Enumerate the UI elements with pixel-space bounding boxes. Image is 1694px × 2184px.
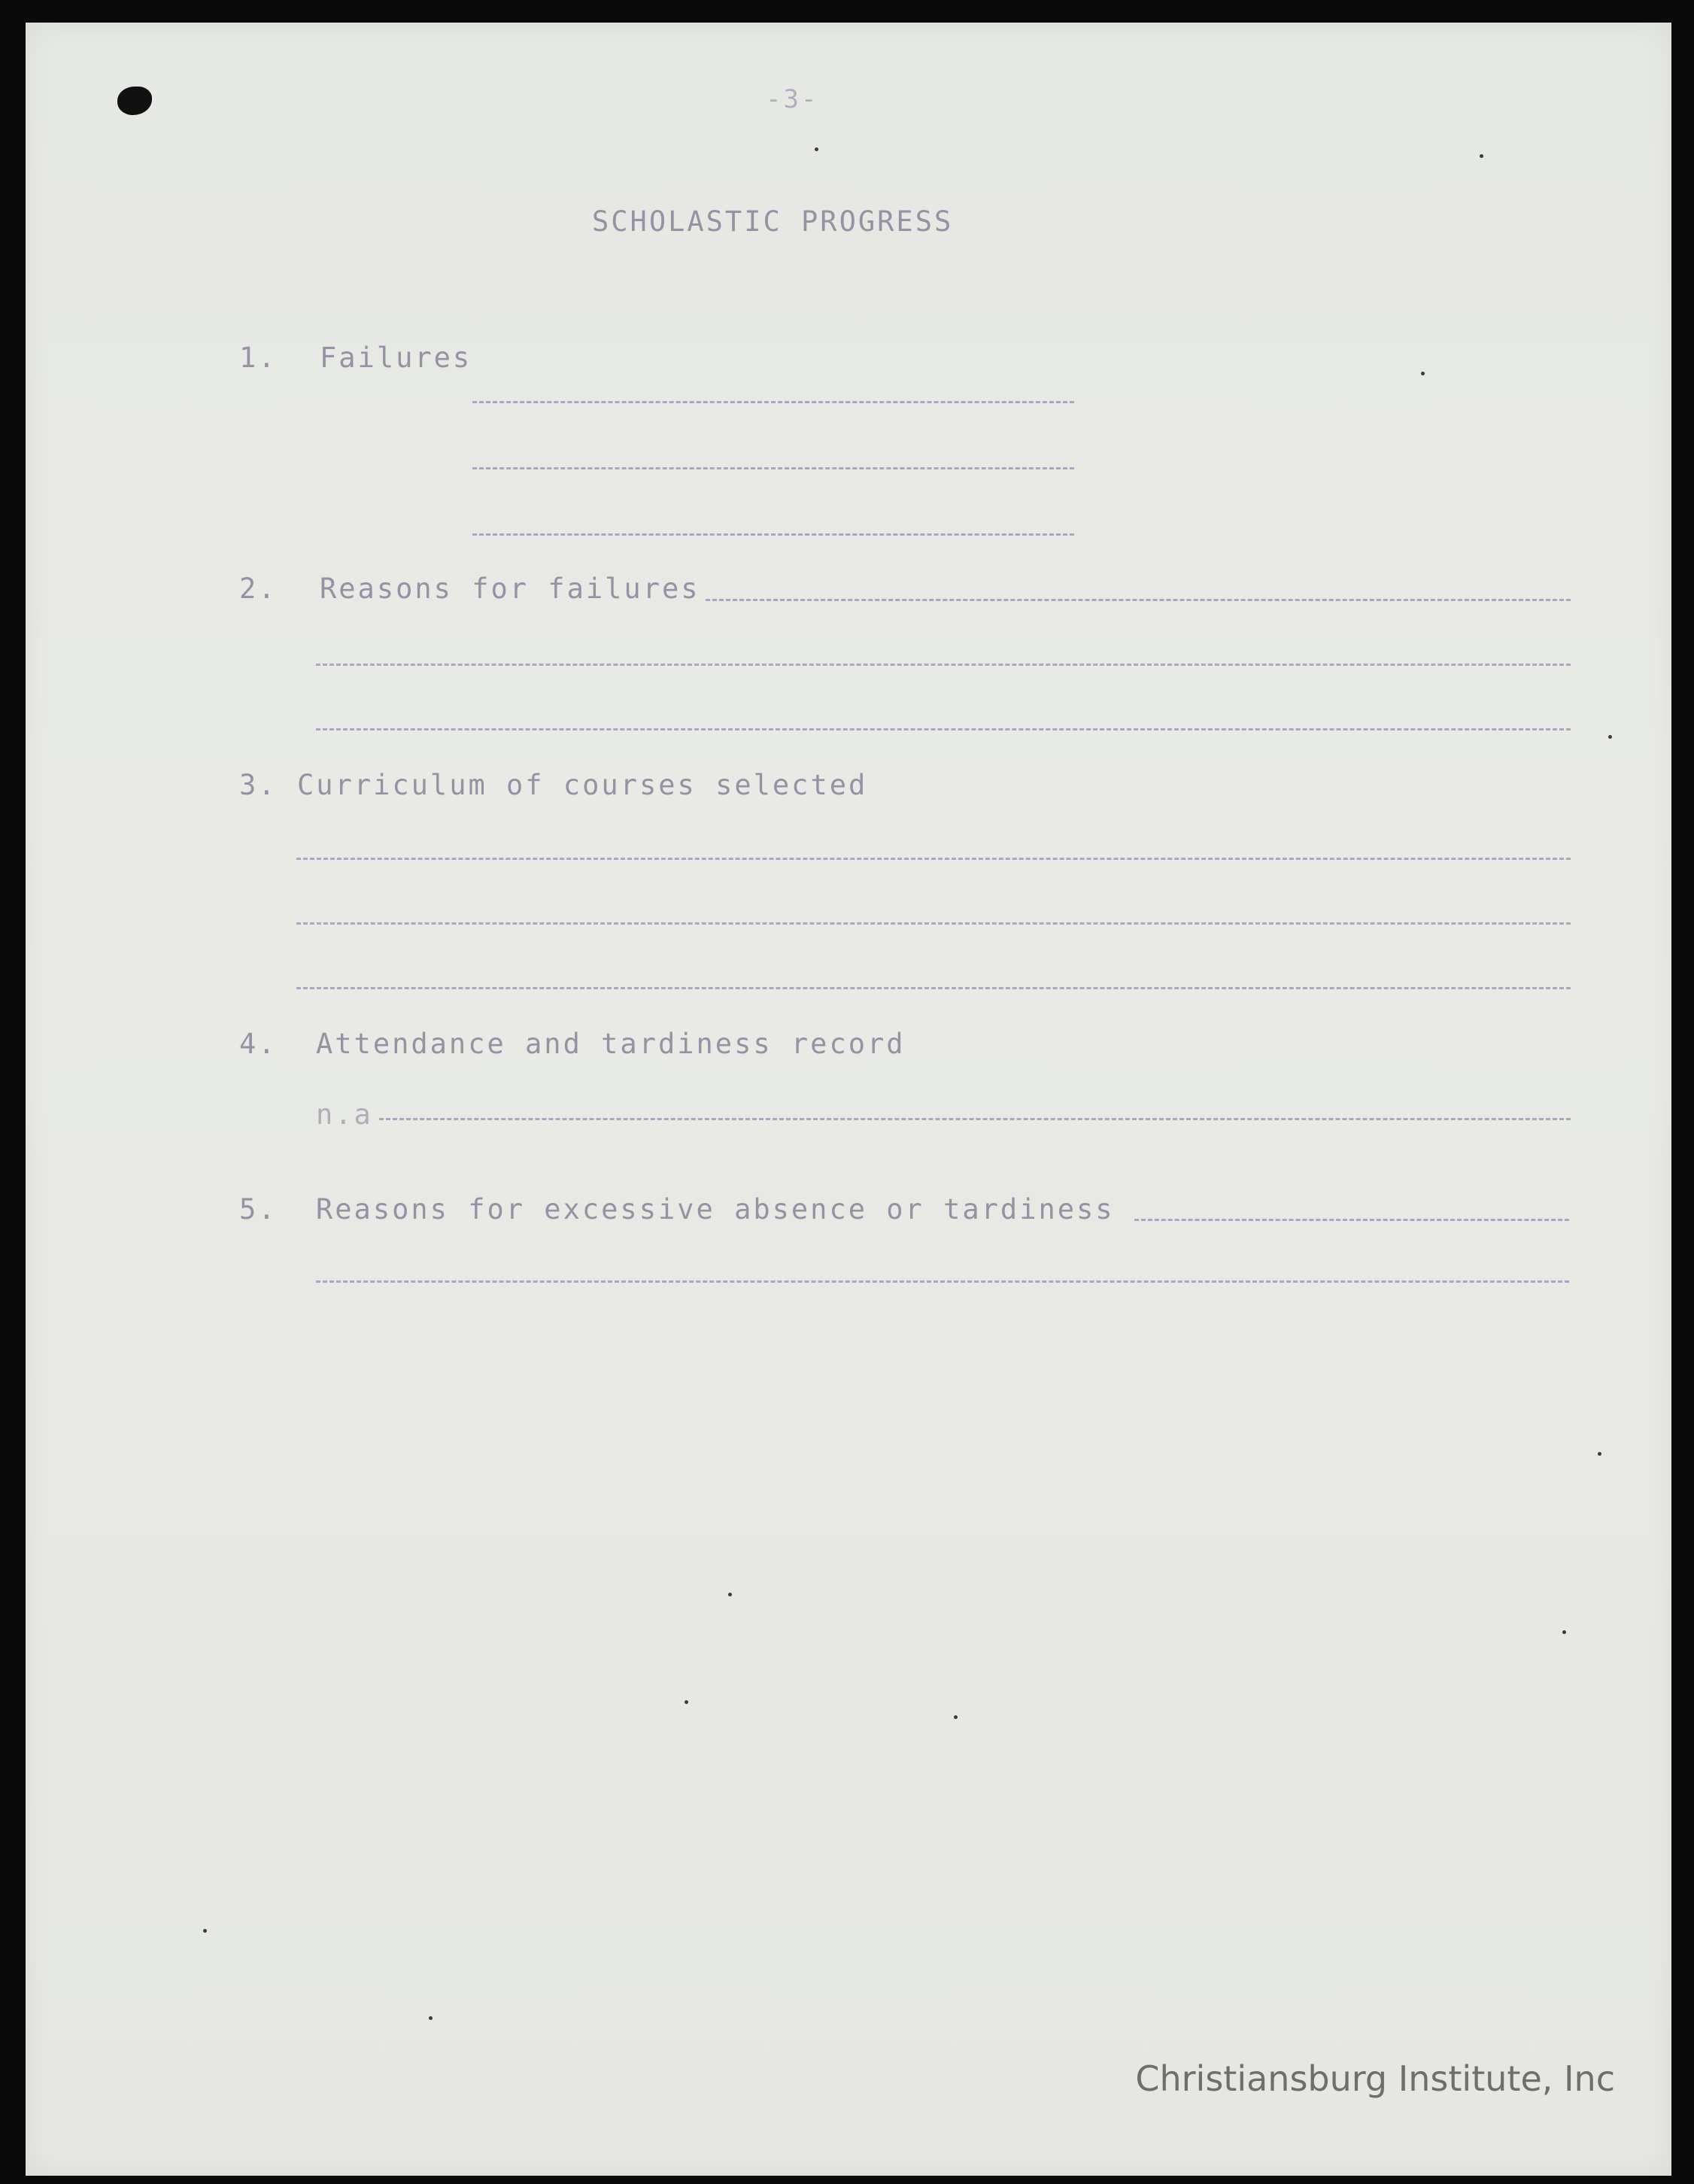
answer-line-2b	[316, 664, 1571, 666]
page-number: -3-	[766, 84, 819, 114]
item-3-number: 3.	[239, 769, 278, 801]
item-2-label: Reasons for failures	[320, 573, 700, 605]
paper-speck	[954, 1715, 958, 1719]
paper-speck	[1608, 735, 1612, 739]
paper-speck	[203, 1929, 207, 1933]
item-3-label: Curriculum of courses selected	[297, 769, 868, 801]
page-title: SCHOLASTIC PROGRESS	[592, 205, 954, 238]
document-page	[26, 23, 1671, 2176]
item-1-label: Failures	[320, 342, 472, 374]
answer-line-1a	[472, 401, 1074, 403]
item-1-number: 1.	[239, 342, 278, 374]
answer-line-3c	[296, 987, 1571, 989]
paper-speck	[429, 2016, 433, 2020]
item-4-number: 4.	[239, 1028, 278, 1060]
paper-speck	[728, 1593, 732, 1596]
answer-line-1b	[472, 467, 1074, 469]
answer-line-2c	[316, 728, 1571, 731]
answer-line-5a	[1134, 1219, 1569, 1221]
paper-speck	[1480, 154, 1483, 158]
item-4-answer: n.a	[316, 1098, 373, 1131]
paper-speck	[1598, 1452, 1601, 1456]
paper-speck	[685, 1700, 688, 1704]
item-4-label: Attendance and tardiness record	[316, 1028, 906, 1060]
paper-speck	[1562, 1630, 1566, 1634]
answer-line-3a	[296, 858, 1571, 860]
paper-speck	[1421, 372, 1425, 375]
punch-hole-mark	[117, 87, 152, 115]
item-5-label: Reasons for excessive absence or tardiness	[316, 1193, 1115, 1226]
paper-speck	[815, 147, 818, 151]
answer-line-4a	[379, 1118, 1571, 1120]
item-5-number: 5.	[239, 1193, 278, 1226]
answer-line-3b	[296, 922, 1571, 925]
archive-watermark: Christiansburg Institute, Inc	[1135, 2058, 1615, 2099]
item-2-number: 2.	[239, 573, 278, 605]
answer-line-1c	[472, 533, 1074, 536]
answer-line-5b	[316, 1280, 1569, 1283]
answer-line-2a	[706, 599, 1571, 601]
